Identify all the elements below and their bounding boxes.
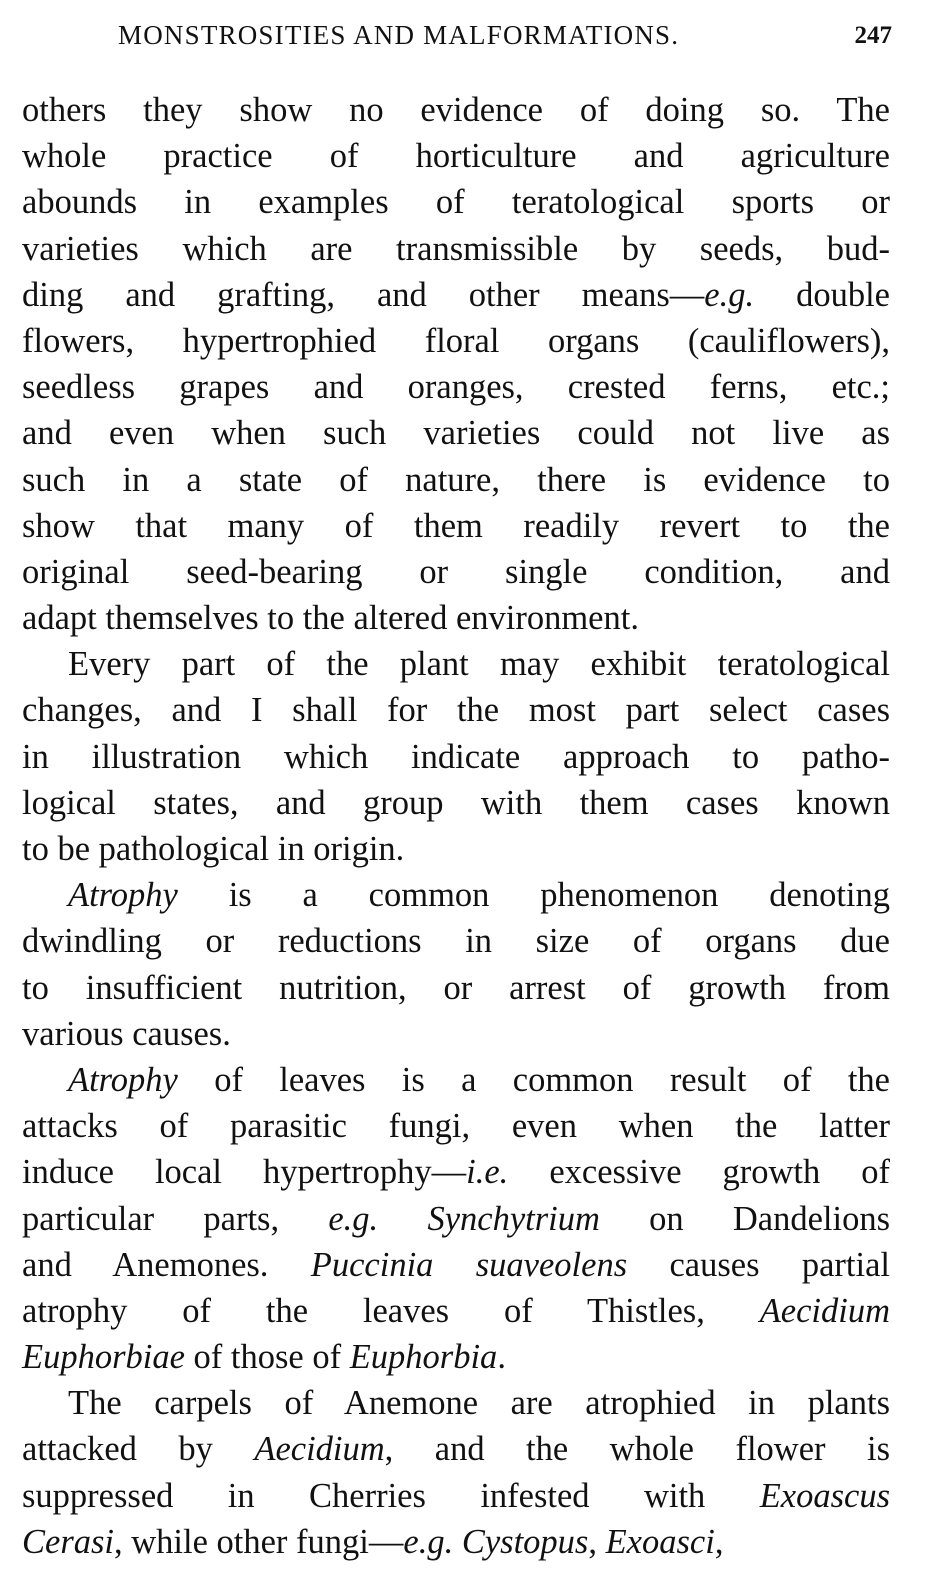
text-line: attacks of parasitic fungi, even when the latter (22, 1107, 890, 1146)
paragraph-p5 (22, 1380, 890, 1565)
italic-term: Atrophy (68, 876, 178, 915)
running-title: MONSTROSITIES AND MALFORMATIONS. (118, 20, 680, 50)
italic-term: Euphorbiae (22, 1338, 185, 1377)
paragraph-p3 (22, 872, 890, 1057)
text-line: Euphorbiae of those of Euphorbia. (22, 1338, 506, 1377)
text-line: various causes. (22, 1014, 231, 1053)
text-line: particular parts, e.g. Synchytrium on Dandelions (22, 1199, 891, 1238)
italic-term: Aecidium (759, 1291, 890, 1330)
text-line: and even when such varieties could not live as (22, 414, 890, 453)
italic-term: Cystopus (461, 1522, 589, 1561)
text-line: Cerasi, while other fungi—e.g. Cystopus, Exoasci, (22, 1522, 724, 1561)
text-line: others they show no evidence of doing so. The (22, 91, 890, 129)
text-line: to be pathological in origin. (22, 830, 405, 868)
text-line: adapt themselves to the altered environment. (22, 599, 639, 638)
text-line: dwindling or reductions in size of organs due (22, 922, 890, 961)
italic-term: e.g. (704, 275, 755, 314)
italic-term: e.g. (403, 1522, 454, 1561)
text-line: varieties which are transmissible by seeds, bud- (22, 229, 890, 268)
text-line: suppressed in Cherries infested with Exoascus (22, 1476, 890, 1515)
text-line: original seed-bearing or single condition, and (22, 552, 890, 591)
paragraph-p1 (22, 87, 890, 641)
text-line: changes, and I shall for the most part select cases (22, 691, 890, 730)
text-line: show that many of them readily revert to the (22, 506, 890, 545)
text-line: and Anemones. Puccinia suaveolens causes partial (22, 1245, 890, 1284)
italic-term: Atrophy (68, 1060, 178, 1099)
italic-term: e.g. (328, 1199, 379, 1238)
text-line: logical states, and group with them cases known (22, 783, 890, 822)
text-line: seedless grapes and oranges, crested ferns, etc.; (22, 368, 890, 407)
text-line: The carpels of Anemone are atrophied in plants (68, 1384, 890, 1423)
text-line: Atrophy is a common phenomenon denoting (68, 876, 890, 915)
text-line: Every part of the plant may exhibit teratological (68, 645, 890, 684)
text-line: abounds in examples of teratological sports or (22, 183, 890, 222)
paragraph-p4 (22, 1057, 890, 1380)
text-line: induce local hypertrophy—i.e. excessive growth of (22, 1153, 890, 1192)
italic-term: Euphorbia (349, 1338, 498, 1377)
text-line: ding and grafting, and other means—e.g. double (22, 275, 890, 314)
paragraph-p2 (22, 641, 890, 872)
text-line: whole practice of horticulture and agriculture (22, 137, 890, 176)
page-number: 247 (854, 22, 892, 49)
italic-term: i.e. (466, 1153, 509, 1192)
text-line: attacked by Aecidium, and the whole flower is (22, 1430, 890, 1469)
text-line: Atrophy of leaves is a common result of the (68, 1060, 890, 1099)
text-line: to insufficient nutrition, or arrest of growth from (22, 968, 890, 1007)
italic-term: Cerasi (22, 1522, 115, 1561)
text-line: such in a state of nature, there is evidence to (22, 460, 890, 499)
body-text (22, 87, 890, 1565)
italic-term: Synchytrium (427, 1199, 600, 1238)
italic-term: Exoascus (759, 1476, 890, 1515)
running-header (22, 0, 890, 70)
text-line: flowers, hypertrophied floral organs (cauliflowers), (22, 321, 890, 360)
italic-term: Exoasci (605, 1522, 715, 1561)
book-page (22, 0, 890, 1565)
italic-term: Puccinia suaveolens (310, 1245, 628, 1284)
text-line: atrophy of the leaves of Thistles, Aecidium (22, 1291, 890, 1330)
italic-term: Aecidium (254, 1430, 385, 1469)
text-line: in illustration which indicate approach to patho- (22, 737, 890, 776)
